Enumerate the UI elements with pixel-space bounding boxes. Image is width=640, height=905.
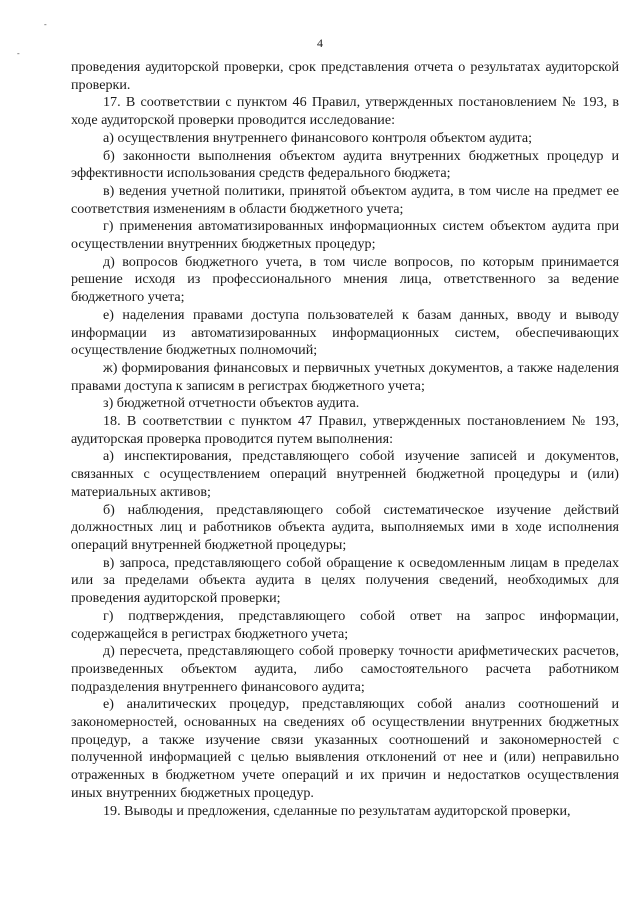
paragraph: д) вопросов бюджетного учета, в том числе вопросов, по которым принимается решение исходя из профессионального мнения лица, ответственного за ведение бюджетного учета; — [71, 253, 619, 306]
paragraph: б) законности выполнения объектом аудита внутренних бюджетных процедур и эффективности использования средств федерального бюджета; — [71, 147, 619, 182]
paragraph: ж) формирования финансовых и первичных учетных документов, а также наделения правами доступа к записям в регистрах бюджетного учета; — [71, 359, 619, 394]
paragraph: 18. В соответствии с пунктом 47 Правил, утвержденных постановлением № 193, аудиторская проверка проводится путем выполнения: — [71, 413, 619, 447]
paragraph: 17. В соответствии с пунктом 46 Правил, утвержденных постановлением № 193, в ходе аудиторской проверки проводится исследование: — [71, 94, 619, 129]
paragraph: е) наделения правами доступа пользователей к базам данных, вводу и выводу информации из автоматизированных информационных систем, обеспечивающих осуществление бюджетных полномочий; — [71, 306, 619, 359]
paragraph: в) запроса, представляющего собой обращение к осведомленным лицам в пределах или за пределами объекта аудита в целях получения сведений, необходимых для проведения аудиторской проверки; — [71, 554, 619, 607]
paragraph: а) осуществления внутреннего финансового контроля объектом аудита; — [103, 129, 533, 146]
document-body — [71, 59, 619, 820]
paragraph: д) пересчета, представляющего собой проверку точности арифметических расчетов, произведенных объектом аудита, либо самостоятельного расчета работником подразделения внутреннего финансового аудита; — [71, 643, 619, 695]
paragraph: з) бюджетной отчетности объектов аудита. — [103, 395, 360, 412]
paragraph: б) наблюдения, представляющего собой систематическое изучение действий должностных лиц и работников объекта аудита, выполняемых ими в ходе исполнения операций внутренней бюджетной процедуры; — [71, 501, 619, 553]
page-number: 4 — [317, 36, 323, 50]
paragraph: е) аналитических процедур, представляющих собой анализ соотношений и закономерностей, основанных на сведениях об осуществлении внутренних бюджетных процедур, а также изучение связи указанных соотношений и закономерностей с полученной информацией с целью выявления отклонений от нее и (или) неправильно отраженных в бюджетном учете операций и их причин и недостатков осуществления иных внутренних бюджетных процедур. — [71, 696, 619, 801]
scan-mark: - — [44, 20, 47, 29]
paragraph: 19. Выводы и предложения, сделанные по результатам аудиторской проверки, — [103, 802, 571, 819]
paragraph: в) ведения учетной политики, принятой объектом аудита, в том числе на предмет ее соответствия изменениям в области бюджетного учета; — [71, 182, 619, 217]
scan-mark: - — [17, 49, 20, 58]
paragraph: г) подтверждения, представляющего собой ответ на запрос информации, содержащейся в регистрах бюджетного учета; — [71, 607, 619, 642]
paragraph: г) применения автоматизированных информационных систем объектом аудита при осуществлении внутренних бюджетных процедур; — [71, 218, 619, 253]
paragraph: а) инспектирования, представляющего собой изучение записей и документов, связанных с осуществлением операций внутренней бюджетной процедуры и (или) материальных активов; — [71, 448, 619, 500]
paragraph: проведения аудиторской проверки, срок представления отчета о результатах аудиторской проверки. — [71, 59, 619, 93]
